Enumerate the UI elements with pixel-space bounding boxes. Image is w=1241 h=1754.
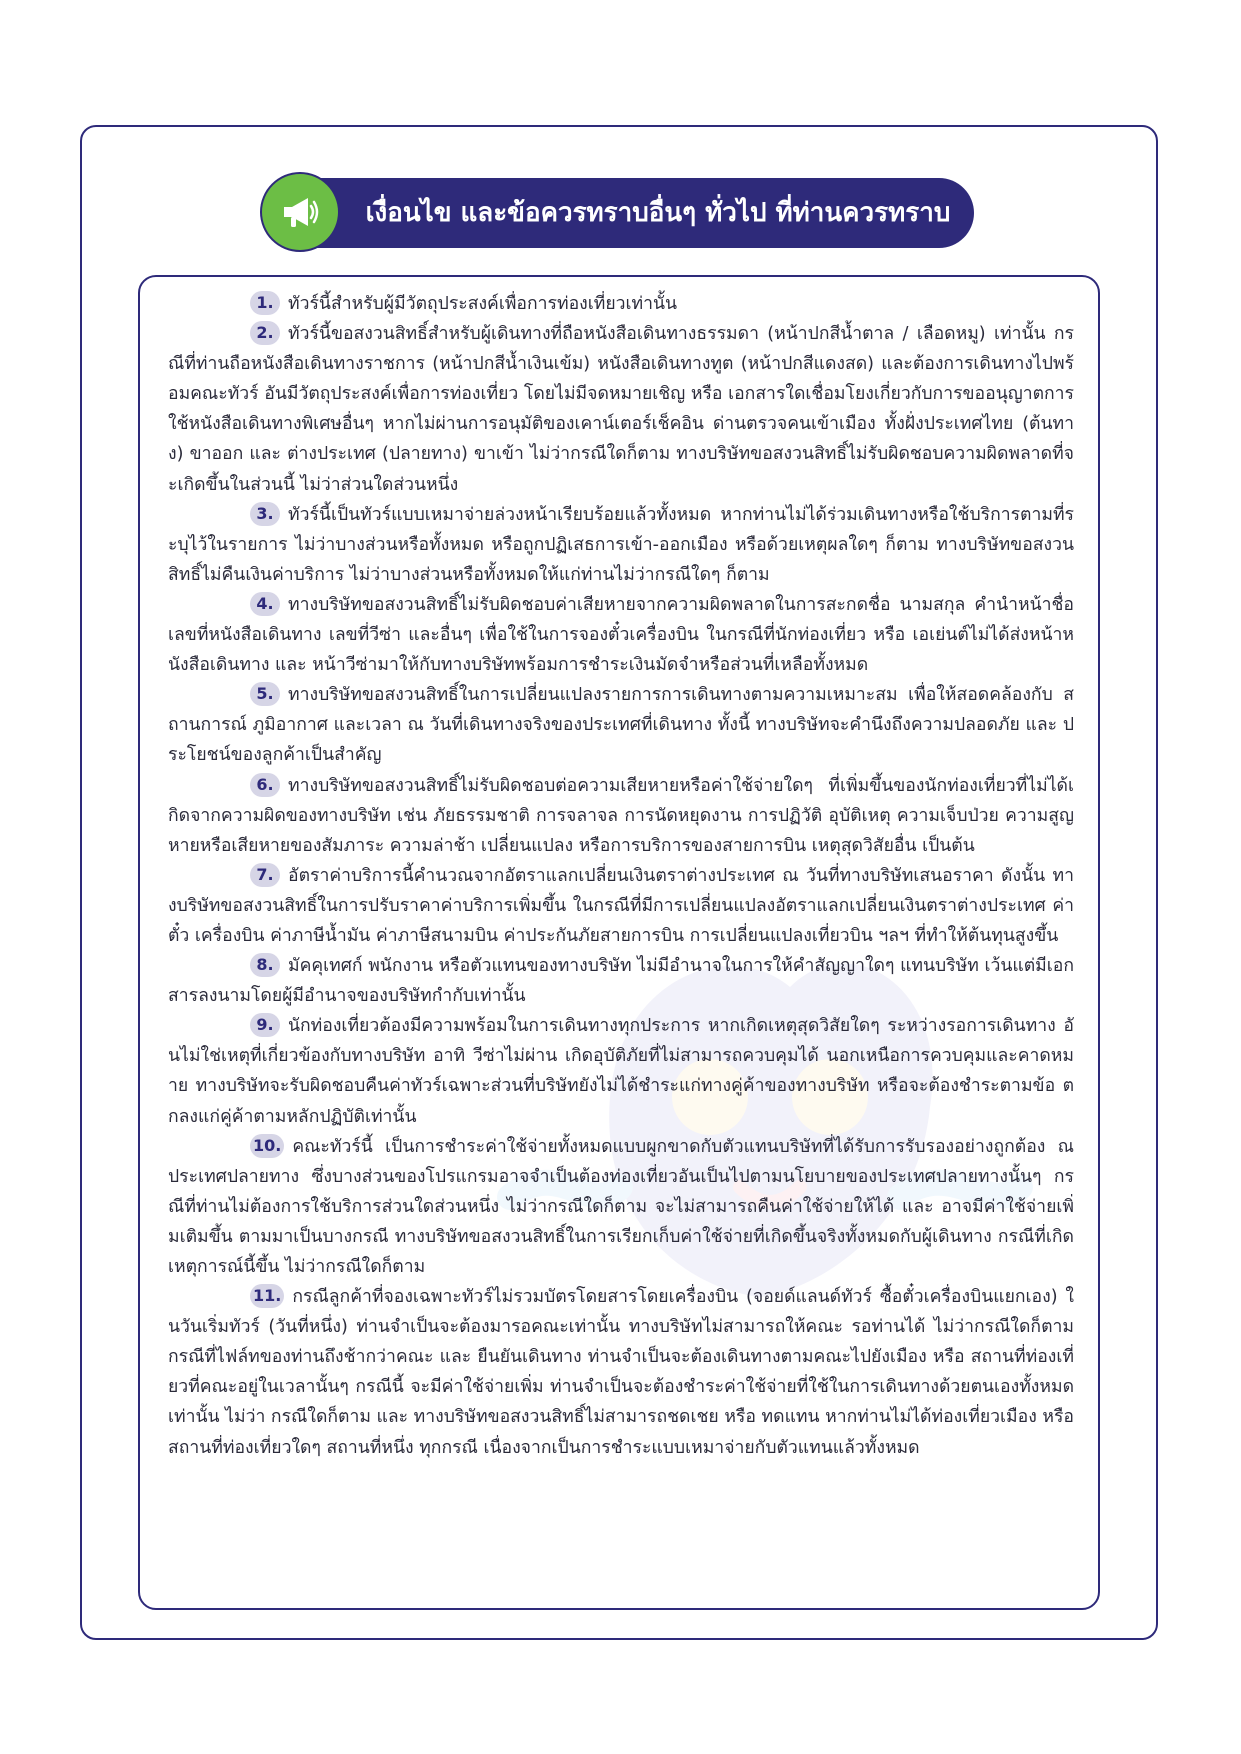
term-text: อัตราค่าบริการนี้คำนวณจากอัตราแลกเปลี่ยนเงินตราต่างประเทศ ณ วันที่ทางบริษัทเสนอราคา ดังนั้น ทางบริษัทขอสงวนสิทธิ์ในการปรับราคาค่าบริการเพิ่มขึ้น ในกรณีที่มีการเปลี่ยนแปลงอัตราแลกเปลี่ยนเงินตราต่างประเทศ ค่าตั๋ว เครื่องบิน ค่าภาษีน้ำมัน ค่าภาษีสนามบิน ค่าประกันภัยสายการบิน การเปลี่ยนแปลงเที่ยวบิน ฯลฯ ที่ทำให้ต้นทุนสูงขึ้น [168, 865, 1074, 946]
megaphone-icon-svg [278, 190, 322, 234]
term-number: 5. [250, 682, 280, 706]
megaphone-icon [262, 174, 338, 250]
term-item [168, 951, 1074, 1011]
section-header [262, 174, 974, 252]
term-text: ทัวร์นี้ขอสงวนสิทธิ์สำหรับผู้เดินทางที่ถือหนังสือเดินทางธรรมดา (หน้าปกสีน้ำตาล / เลือดหมู) เท่านั้น กรณีที่ท่านถือหนังสือเดินทางราชการ (หน้าปกสีน้ำเงินเข้ม) หนังสือเดินทางทูต (หน้าปกสีแดงสด) และต้องการเดินทางไปพร้อมคณะทัวร์ อันมีวัตถุประสงค์เพื่อการท่องเที่ยว โดยไม่มีจดหมายเชิญ หรือ เอกสารใดเชื่อมโยงเกี่ยวกับการขออนุญาตการใช้หนังสือเดินทางพิเศษอื่นๆ หากไม่ผ่านการอนุมัติของเคาน์เตอร์เช็คอิน ด่านตรวจคนเข้าเมือง ทั้งฝั่งประเทศไทย (ต้นทาง) ขาออก และ ต่างประเทศ (ปลายทาง) ขาเข้า ไม่ว่ากรณีใดก็ตาม ทางบริษัทขอสงวนสิทธิ์ไม่รับผิดชอบความผิดพลาดที่จะเกิดขึ้นในส่วนนี้ ไม่ว่าส่วนใดส่วนหนึ่ง [168, 324, 1074, 495]
section-title: เงื่อนไข และข้อควรทราบอื่นๆ ทั่วไป ที่ท่านควรทราบ [365, 198, 951, 228]
term-number: 3. [250, 502, 280, 526]
term-number: 9. [250, 1013, 280, 1037]
term-text: ทางบริษัทขอสงวนสิทธิ์ไม่รับผิดชอบค่าเสียหายจากความผิดพลาดในการสะกดชื่อ นามสกุล คำนำหน้าชื่อ เลขที่หนังสือเดินทาง เลขที่วีซ่า และอื่นๆ เพื่อใช้ในการจองตั๋วเครื่องบิน ในกรณีที่นักท่องเที่ยว หรือ เอเย่นต์ไม่ได้ส่งหน้าหนังสือเดินทาง และ หน้าวีซ่ามาให้กับทางบริษัทพร้อมการชำระเงินมัดจำหรือส่วนที่เหลือทั้งหมด [168, 594, 1074, 676]
term-text: ทางบริษัทขอสงวนสิทธิ์ในการเปลี่ยนแปลงรายการการเดินทางตามความเหมาะสม เพื่อให้สอดคล้องกับ สถานการณ์ ภูมิอากาศ และเวลา ณ วันที่เดินทางจริงของประเทศที่เดินทาง ทั้งนี้ ทางบริษัทจะคำนึงถึงความปลอดภัย และ ประโยชน์ของลูกค้าเป็นสำคัญ [168, 685, 1074, 766]
term-item [168, 590, 1074, 680]
term-item [168, 289, 1074, 319]
term-number: 4. [250, 592, 280, 616]
term-number: 6. [250, 773, 280, 797]
term-number: 10. [250, 1134, 284, 1158]
terms-panel [138, 275, 1100, 1610]
term-text: มัคคุเทศก์ พนักงาน หรือตัวแทนของทางบริษัท ไม่มีอำนาจในการให้คำสัญญาใดๆ แทนบริษัท เว้นแต่มีเอกสารลงนามโดยผู้มีอำนาจของบริษัทกำกับเท่านั้น [168, 956, 1074, 1007]
term-item [168, 1132, 1074, 1282]
term-number: 8. [250, 953, 280, 977]
term-item [168, 1011, 1074, 1131]
term-item [168, 500, 1074, 590]
term-item [168, 680, 1074, 770]
term-item [168, 771, 1074, 861]
term-text: ทัวร์นี้เป็นทัวร์แบบเหมาจ่ายล่วงหน้าเรียบร้อยแล้วทั้งหมด หากท่านไม่ได้ร่วมเดินทางหรือใช้บริการตามที่ระบุไว้ในรายการ ไม่ว่าบางส่วนหรือทั้งหมด หรือถูกปฏิเสธการเข้า-ออกเมือง หรือด้วยเหตุผลใดๆ ก็ตาม ทางบริษัทขอสงวนสิทธิ์ไม่คืนเงินค่าบริการ ไม่ว่าบางส่วนหรือทั้งหมดให้แก่ท่านไม่ว่ากรณีใดๆ ก็ตาม [168, 504, 1074, 585]
term-number: 1. [250, 291, 280, 315]
term-number: 11. [250, 1284, 284, 1308]
term-number: 7. [250, 863, 280, 887]
terms-list [168, 289, 1074, 1463]
term-item [168, 319, 1074, 500]
term-text: ทางบริษัทขอสงวนสิทธิ์ไม่รับผิดชอบต่อความเสียหายหรือค่าใช้จ่ายใดๆ ที่เพิ่มขึ้นของนักท่องเที่ยวที่ไม่ได้เกิดจากความผิดของทางบริษัท เช่น ภัยธรรมชาติ การจลาจล การนัดหยุดงาน การปฏิวัติ อุบัติเหตุ ความเจ็บป่วย ความสูญหายหรือเสียหายของสัมภาระ ความล่าช้า เปลี่ยนแปลง หรือการบริการของสายการบิน เหตุสุดวิสัยอื่น เป็นต้น [168, 775, 1074, 856]
term-text: คณะทัวร์นี้ เป็นการชำระค่าใช้จ่ายทั้งหมดแบบผูกขาดกับตัวแทนบริษัทที่ได้รับการรับรองอย่างถูกต้อง ณ ประเทศปลายทาง ซึ่งบางส่วนของโปรแกรมอาจจำเป็นต้องท่องเที่ยวอันเป็นไปตามนโยบายของประเทศปลายทางนั้นๆ กรณีที่ท่านไม่ต้องการใช้บริการส่วนใดส่วนหนึ่ง ไม่ว่ากรณีใดก็ตาม จะไม่สามารถคืนค่าใช้จ่ายให้ได้ และ อาจมีค่าใช้จ่ายเพิ่มเติมขึ้น ตามมาเป็นบางกรณี ทางบริษัทขอสงวนสิทธิ์ในการเรียกเก็บค่าใช้จ่ายที่เกิดขึ้นจริงทั้งหมดกับผู้เดินทาง กรณีที่เกิดเหตุการณ์นี้ขึ้น ไม่ว่ากรณีใดก็ตาม [168, 1136, 1074, 1277]
term-text: ทัวร์นี้สำหรับผู้มีวัตถุประสงค์เพื่อการท่องเที่ยวเท่านั้น [288, 294, 678, 314]
term-text: กรณีลูกค้าที่จองเฉพาะทัวร์ไม่รวมบัตรโดยสารโดยเครื่องบิน (จอยด์แลนด์ทัวร์ ซื้อตั๋วเครื่องบินแยกเอง) ในวันเริ่มทัวร์ (วันที่หนึ่ง) ท่านจำเป็นจะต้องมารอคณะเท่านั้น ทางบริษัทไม่สามารถให้คณะ รอท่านได้ ไม่ว่ากรณีใดก็ตาม กรณีที่ไฟล์ทของท่านถึงช้ากว่าคณะ และ ยืนยันเดินทาง ท่านจำเป็นจะต้องเดินทางตามคณะไปยังเมือง หรือ สถานที่ท่องเที่ยวที่คณะอยู่ในเวลานั้นๆ กรณีนี้ จะมีค่าใช้จ่ายเพิ่ม ท่านจำเป็นจะต้องชำระค่าใช้จ่ายที่ใช้ในการเดินทางด้วยตนเองทั้งหมดเท่านั้น ไม่ว่า กรณีใดก็ตาม และ ทางบริษัทขอสงวนสิทธิ์ไม่สามารถชดเชย หรือ ทดแทน หากท่านไม่ได้ท่องเที่ยวเมือง หรือ สถานที่ท่องเที่ยวใดๆ สถานที่หนึ่ง ทุกกรณี เนื่องจากเป็นการชำระแบบเหมาจ่ายกับตัวแทนแล้วทั้งหมด [168, 1287, 1075, 1458]
term-number: 2. [250, 321, 280, 345]
term-text: นักท่องเที่ยวต้องมีความพร้อมในการเดินทางทุกประการ หากเกิดเหตุสุดวิสัยใดๆ ระหว่างรอการเดินทาง อันไม่ใช่เหตุที่เกี่ยวข้องกับทางบริษัท อาทิ วีซ่าไม่ผ่าน เกิดอุบัติภัยที่ไม่สามารถควบคุมได้ นอกเหนือการควบคุมและคาดหมาย ทางบริษัทจะรับผิดชอบคืนค่าทัวร์เฉพาะส่วนที่บริษัทยังไม่ได้ชำระแก่ทางคู่ค้าของทางบริษัท หรือจะต้องชำระตามข้อ ตกลงแก่คู่ค้าตามหลักปฏิบัติเท่านั้น [168, 1016, 1074, 1127]
term-item [168, 861, 1074, 951]
term-item [168, 1282, 1074, 1463]
